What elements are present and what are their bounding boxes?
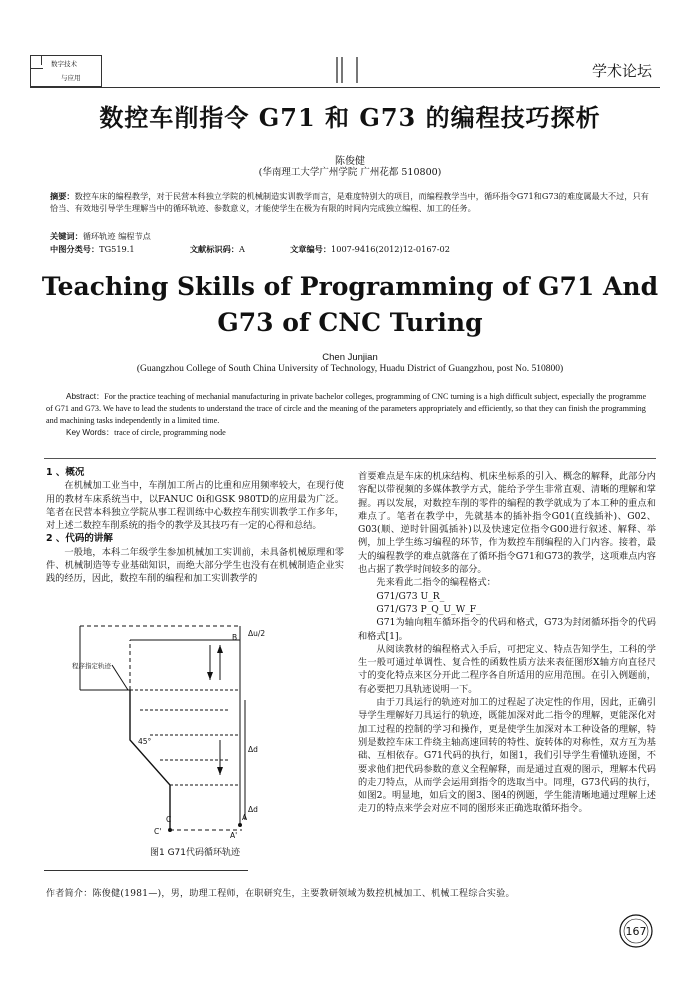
journal-logo bbox=[30, 55, 102, 87]
en-abstract-text: For the practice teaching of mechanial manufacturing in private bachelor colleges, programming of CNC turning is a high difficult subject, especially the programme of G71 and G73. We have to lead the students to understand the trace of circle and the meaning of the parameters appropriately and efficiently, so that they can finish the programming and machining tasks independently in a limited time. bbox=[46, 392, 647, 425]
figure-caption: 图1 G71代码循环轨迹 bbox=[149, 848, 240, 858]
section-1-heading: 1 、概况 bbox=[46, 467, 85, 478]
author-footnote: 作者简介：陈俊健(1981—)，男，助理工程师，在职研究生，主要教研领域为数控机械加工、机械工程综合实验。 bbox=[46, 889, 515, 899]
label-C2: C' bbox=[154, 827, 162, 836]
right-column bbox=[358, 470, 656, 816]
cn-author: 陈俊健 bbox=[335, 156, 365, 167]
left-column bbox=[46, 466, 344, 586]
en-title-line2: G73 of CNC Turing bbox=[217, 308, 483, 337]
section-divider bbox=[44, 458, 656, 459]
section-1-paragraph: 在机械加工业当中，车削加工所占的比重和应用频率较大，在现行使用的教材车床系统当中，以FANUC 0i和GSK 980TD的应用最为广泛。笔者在民营本科独立学院从事工程训练中心数控车削实训教学工作多年，对上述二数控车削系统的指令的教学及其技巧有一定的心得和总结。 bbox=[46, 480, 344, 532]
clc-value: TG519.1 bbox=[99, 244, 135, 254]
header-rule bbox=[30, 87, 660, 88]
g71-cycle-figure bbox=[70, 620, 290, 840]
en-affiliation: (Guangzhou College of South China University of Technology, Huadu District of Guangzhou, post No. 510800) bbox=[136, 364, 564, 374]
en-keywords-text: trace of circle, programming node bbox=[114, 428, 226, 437]
cn-abstract-label: 摘要： bbox=[50, 191, 75, 201]
section-2-heading: 2 、代码的讲解 bbox=[46, 533, 113, 545]
right-paragraph-4: 从阅读教材的编程格式入手后，可把定义、特点告知学生，工科的学生一般可通过单调性、复合性的函数性质方法来表征图形X轴方向直径尺寸的变化特点来区分开此二程序各自所适用的应用范围。在引入例题前，有必要把刀具轨迹说明一下。 bbox=[358, 643, 656, 695]
clc-label: 中图分类号： bbox=[50, 244, 100, 254]
cn-classification bbox=[50, 243, 654, 255]
cn-keywords-text: 循环轨迹 编程节点 bbox=[82, 231, 151, 241]
article-no-value: 1007-9416(2012)12-0167-02 bbox=[331, 244, 450, 254]
cn-title: 数控车削指令 G71 和 G73 的编程技巧探析 bbox=[99, 103, 601, 132]
en-title bbox=[0, 269, 700, 341]
label-dd2: Δd bbox=[248, 805, 258, 814]
right-paragraph-1: 首要难点是车床的机床结构、机床坐标系的引入、概念的解释，此部分内容配以带视频的多媒体教学方式，能给予学生非常直观、清晰的理解和掌握。再以发展，对数控车削的零件的编程的教学就成为了本工种的重点和难点了。笔者在教学中，先就基本的插补指令G01(直线插补)、G02、G03(顺、逆时针圆弧插补)以及快速定位指令G00进行叙述、解释、举例，加上学生练习编程的环节，作为数控车削编程的入门内容。接着，最大的编程教学的难点就落在了循环指令G71和G73的教学，这项难点内容也占据了教学时间较多的部分。 bbox=[358, 471, 656, 576]
article-no-label: 文章编号： bbox=[290, 244, 332, 254]
doc-code-label: 文献标识码： bbox=[189, 244, 239, 254]
right-paragraph-3: G71为轴向粗车循环指令的代码和格式，G73为封闭循环指令的代码和格式[1]。 bbox=[358, 617, 656, 642]
cn-abstract-text: 数控车床的编程教学，对于民营本科独立学院的机械制造实训教学而言，是难度特别大的项目，而编程教学当中，循环指令G71和G73的难度属最大不过，只有恰当、有效地引导学生理解当中的循环轨迹、参数意义，才能使学生在极为有限的时间内完成独立编程、加工的任务。 bbox=[50, 191, 649, 213]
label-A2: A' bbox=[230, 831, 238, 840]
label-dd1: Δd bbox=[248, 745, 258, 754]
code-format-1: G71/G73 U_R_ bbox=[376, 590, 445, 602]
code-format-2: G71/G73 P_Q_U_W_F_ bbox=[376, 603, 481, 615]
label-C: C bbox=[166, 815, 172, 824]
cn-abstract bbox=[50, 190, 654, 214]
en-author: Chen Junjian bbox=[322, 352, 378, 363]
label-ud2: Δu/2 bbox=[248, 629, 266, 638]
logo-line2: 与应用 bbox=[61, 74, 81, 82]
label-path: 程序指定轨迹 bbox=[72, 662, 111, 670]
en-keywords-label: Key Words： bbox=[66, 428, 115, 437]
cn-keywords bbox=[50, 230, 654, 242]
label-angle: 45° bbox=[138, 737, 152, 746]
en-title-line1: Teaching Skills of Programming of G71 And bbox=[41, 272, 659, 301]
en-abstract-label: Abstract： bbox=[66, 392, 105, 401]
cn-affiliation: (华南理工大学广州学院 广州花都 510800) bbox=[258, 167, 442, 178]
logo-line1: 数字技术 bbox=[51, 60, 77, 68]
label-A: A bbox=[242, 813, 248, 822]
section-2-paragraph: 一般地，本科二年级学生参加机械加工实训前，未具备机械原理和零件、机械制造等专业基础知识，而绝大部分学生也没有在机械制造企业实践的经历，因此，数控车削的编程和加工实训教学的 bbox=[46, 546, 344, 585]
cn-keywords-label: 关键词： bbox=[50, 231, 83, 241]
doc-code-value: A bbox=[238, 244, 245, 254]
page-number: 167 bbox=[625, 925, 647, 938]
section-label: 学术论坛 bbox=[591, 62, 652, 80]
programmed-path bbox=[130, 690, 170, 830]
right-paragraph-5: 由于刀具运行的轨迹对加工的过程起了决定性的作用，因此，正确引导学生理解好刀具运行的轨迹，既能加深对此二指令的理解，更能深化对加工过程的控制的学习和操作，更是使学生加深对本工种设备的理解，特别是数控车床工件绕主轴高速回转的特性、旋转体的对称性，双方互为基础、互相依存。G71代码的执行，如图1，我们引导学生看懂轨迹图，不要求他们把代码参数的意义全程解释，而是通过直观的图示，理解本代码的走刀特点，从而学会运用到指令的选取当中。同理，G73代码的执行，如图2。明显地，如后文的图3、图4的例题，学生能清晰地通过理解上述走刀的特点来学会对应不同的图形来正确选取循环指令。 bbox=[358, 697, 656, 815]
footnote-rule bbox=[44, 870, 248, 871]
label-B: B bbox=[232, 633, 238, 642]
right-paragraph-2: 先来看此二指令的编程格式： bbox=[376, 577, 496, 589]
en-abstract bbox=[46, 391, 654, 439]
